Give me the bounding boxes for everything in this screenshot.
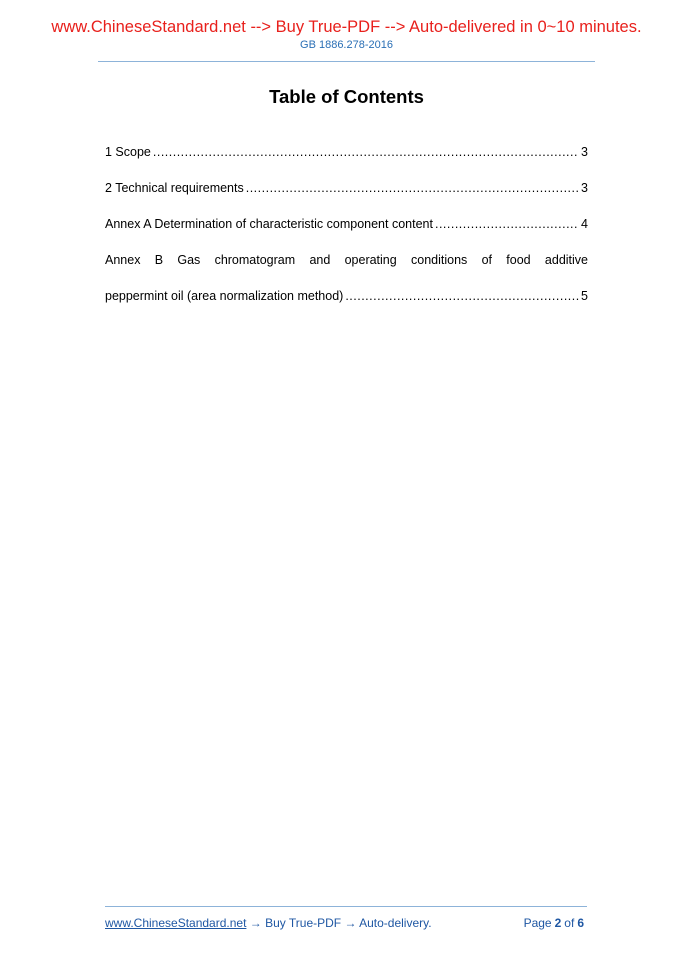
toc-entry-technical-requirements[interactable] [105, 180, 588, 196]
toc-title: Table of Contents [269, 86, 424, 107]
toc-entry-annex-b-line1[interactable]: Annex B Gas chromatogram and operating conditions of food additive [105, 253, 588, 267]
toc-entry-page: 4 [581, 217, 588, 231]
header-divider [98, 61, 595, 62]
footer-promo [105, 916, 432, 930]
toc-leader-dots [246, 180, 579, 196]
page-footer [105, 916, 587, 930]
standard-code: GB 1886.278-2016 [300, 39, 393, 51]
toc-entry-annex-b-line2[interactable] [105, 288, 588, 304]
toc-entry-label: 2 Technical requirements [105, 181, 244, 195]
footer-site-link[interactable]: www.ChineseStandard.net [105, 916, 247, 930]
page-total: 6 [577, 916, 584, 930]
page-indicator [524, 916, 587, 930]
toc-entry-page: 5 [581, 289, 588, 303]
toc-leader-dots [435, 216, 579, 232]
page-current: 2 [554, 916, 562, 930]
toc-entry-page: 3 [581, 145, 588, 159]
toc-entry-label: Annex A Determination of characteristic component content [105, 217, 433, 231]
toc-entry-scope[interactable] [105, 144, 588, 160]
toc-entry-label: 1 Scope [105, 145, 151, 159]
toc-entry-annex-a[interactable] [105, 216, 588, 232]
toc-entry-label: peppermint oil (area normalization method) [105, 289, 344, 303]
toc-entry-page: 3 [581, 181, 588, 195]
toc-leader-dots [153, 144, 579, 160]
page-word: Page [523, 916, 552, 930]
top-banner[interactable]: www.ChineseStandard.net --> Buy True-PDF --> Auto-delivered in 0~10 minutes. [51, 18, 642, 36]
footer-promo-text: → Buy True-PDF → Auto-delivery. [246, 916, 432, 930]
toc-leader-dots [345, 288, 579, 304]
footer-divider [105, 906, 587, 907]
of-word: of [564, 916, 575, 930]
